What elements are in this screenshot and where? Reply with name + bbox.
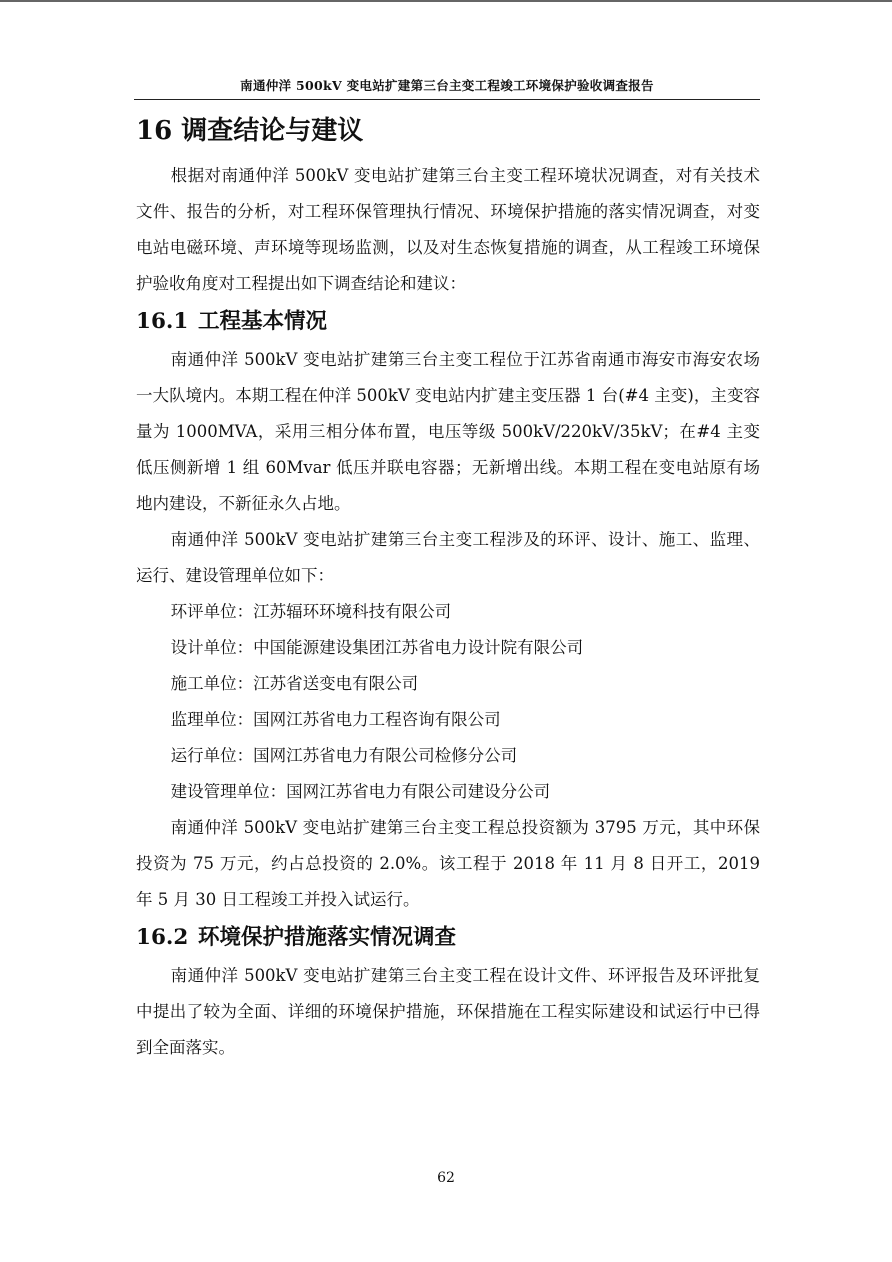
unit-line-eia: 环评单位：江苏辐环环境科技有限公司 bbox=[170, 602, 452, 621]
investment-paragraph: 南通仲洋 500kV 变电站扩建第三台主变工程总投资额为 3795 万元，其中环保投资为 75 万元，约占总投资的 2.0%。该工程于 2018 年 11 月 8 日开工，2019 年 5 月 30 日工程竣工并投入试运行。 bbox=[136, 818, 760, 909]
unit-line-management: 建设管理单位：国网江苏省电力有限公司建设分公司 bbox=[170, 782, 551, 801]
running-header: 南通仲洋 500kV 变电站扩建第三台主变工程竣工环境保护验收调查报告 bbox=[240, 78, 654, 93]
section-heading-16-1 bbox=[136, 304, 760, 340]
participating-units-intro: 南通仲洋 500kV 变电站扩建第三台主变工程涉及的环评、设计、施工、监理、运行、建设管理单位如下： bbox=[136, 530, 760, 585]
page-body bbox=[136, 110, 760, 1066]
protection-measures-paragraph: 南通仲洋 500kV 变电站扩建第三台主变工程在设计文件、环评报告及环评批复中提出了较为全面、详细的环境保护措施，环保措施在工程实际建设和试运行中已得到全面落实。 bbox=[136, 966, 760, 1057]
header-rule bbox=[134, 99, 760, 100]
chapter-title: 16 调查结论与建议 bbox=[136, 116, 364, 146]
top-border-line bbox=[0, 0, 892, 2]
project-overview-paragraph: 南通仲洋 500kV 变电站扩建第三台主变工程位于江苏省南通市海安市海安农场一大队境内。本期工程在仲洋 500kV 变电站内扩建主变压器 1 台(#4 主变)，主变容量为 1000MVA，采用三相分体布置，电压等级 500kV/220kV/35kV；在#4 主变低压侧新增 1 组 60Mvar 低压并联电容器；无新增出线。本期工程在变电站原有场地内建设，不新征永久占地。 bbox=[136, 350, 760, 513]
unit-line-supervision: 监理单位：国网江苏省电力工程咨询有限公司 bbox=[170, 710, 501, 729]
section-heading-16-2 bbox=[136, 920, 760, 956]
unit-line-construction: 施工单位：江苏省送变电有限公司 bbox=[170, 674, 419, 693]
section-number: 16.1 bbox=[136, 309, 189, 334]
section-title: 环境保护措施落实情况调查 bbox=[198, 925, 457, 950]
page-number: 62 bbox=[437, 1170, 455, 1186]
unit-line-operation: 运行单位：国网江苏省电力有限公司检修分公司 bbox=[170, 746, 518, 765]
chapter-intro-paragraph: 根据对南通仲洋 500kV 变电站扩建第三台主变工程环境状况调查，对有关技术文件、报告的分析，对工程环保管理执行情况、环境保护措施的落实情况调查，对变电站电磁环境、声环境等现场监测，以及对生态恢复措施的调查，从工程竣工环境保护验收角度对工程提出如下调查结论和建议： bbox=[136, 166, 760, 293]
unit-line-design: 设计单位：中国能源建设集团江苏省电力设计院有限公司 bbox=[170, 638, 584, 657]
section-number: 16.2 bbox=[136, 925, 189, 950]
section-title: 工程基本情况 bbox=[198, 309, 328, 334]
